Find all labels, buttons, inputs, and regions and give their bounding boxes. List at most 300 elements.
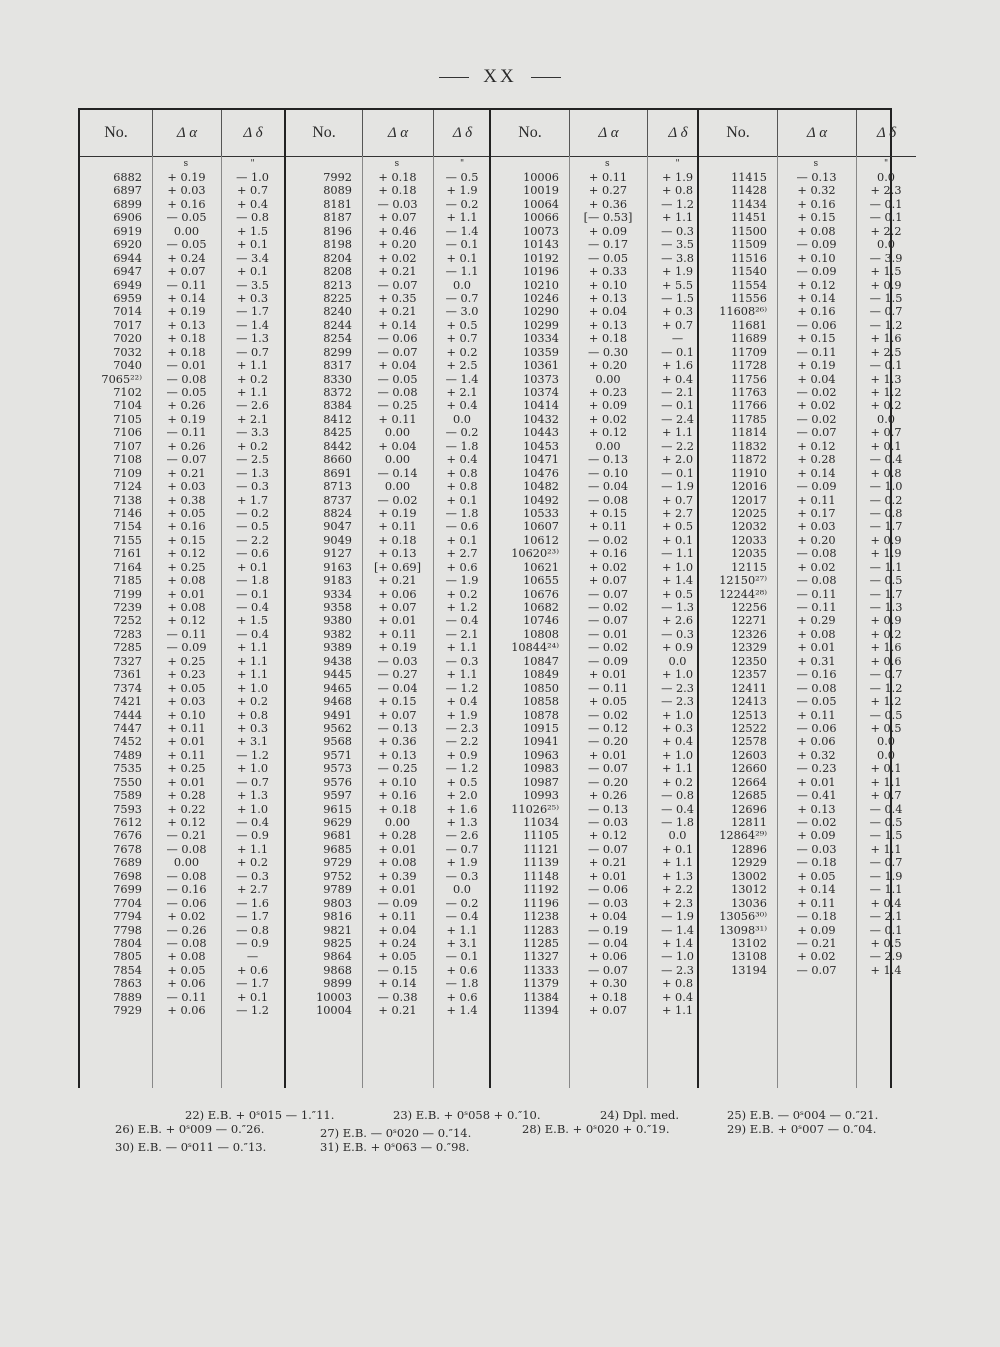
- table-row: [699, 507, 916, 520]
- delta-delta-value: — 0.1: [236, 587, 269, 601]
- unit-arcseconds: ": [250, 159, 255, 169]
- star-number: 12150²⁷⁾: [719, 574, 767, 588]
- star-number: 10621: [523, 560, 559, 574]
- delta-delta-value: — 1.9: [661, 480, 694, 494]
- star-number: 10143: [523, 238, 559, 252]
- delta-alpha-value: + 0.27: [588, 184, 628, 198]
- delta-alpha-value: — 0.03: [377, 654, 418, 668]
- delta-delta-value: + 0.1: [236, 990, 269, 1004]
- table-row: [699, 480, 916, 493]
- star-number: 10987: [523, 775, 559, 789]
- star-number: 10482: [523, 480, 559, 494]
- delta-alpha-value: + 0.28: [378, 829, 417, 843]
- delta-delta-value: — 0.7: [445, 842, 479, 856]
- delta-alpha-value: + 0.14: [797, 883, 836, 897]
- star-number: 12685: [731, 789, 767, 803]
- star-number: 11384: [523, 990, 559, 1004]
- star-number: 10878: [523, 708, 559, 722]
- delta-alpha-value: + 0.30: [588, 977, 628, 991]
- header-delta-delta: Δ δ: [221, 110, 284, 156]
- header-no: No.: [518, 124, 542, 141]
- star-number: 8713: [323, 480, 352, 494]
- star-number: 10004: [316, 1004, 352, 1018]
- delta-alpha-value: + 0.12: [167, 547, 206, 561]
- star-number: 10847: [523, 654, 559, 668]
- delta-alpha-value: + 0.26: [167, 439, 206, 453]
- delta-alpha-value: + 0.13: [588, 291, 628, 305]
- delta-delta-value: + 2.3: [661, 896, 694, 910]
- delta-alpha-value: — 0.07: [587, 587, 629, 601]
- delta-delta-value: — 0.7: [236, 345, 269, 359]
- table-row: [286, 924, 491, 937]
- delta-alpha-value: — 0.08: [796, 681, 837, 695]
- delta-alpha-value: — 0.20: [587, 735, 629, 749]
- delta-alpha-value: + 0.01: [167, 735, 206, 749]
- star-number: 10533: [523, 506, 559, 520]
- delta-delta-value: + 1.3: [236, 789, 269, 803]
- table-row: [286, 1004, 491, 1017]
- delta-delta-value: + 1.0: [661, 708, 694, 722]
- star-number: 8204: [323, 251, 352, 265]
- delta-delta-value: + 2.7: [236, 883, 269, 897]
- footnote-29: 29) E.B. + 0ˢ007 — 0.″04.: [727, 1122, 877, 1136]
- delta-alpha-value: + 0.02: [588, 412, 628, 426]
- delta-alpha-value: — 0.03: [377, 197, 418, 211]
- table-row: [286, 964, 491, 977]
- star-number: 10019: [523, 184, 559, 198]
- star-number: 10620²³⁾: [511, 547, 559, 561]
- star-number: 10453: [523, 439, 559, 453]
- delta-delta-value: + 0.7: [870, 789, 902, 803]
- header-delta-alpha: Δ α: [152, 110, 221, 156]
- star-number: 6899: [113, 197, 142, 211]
- star-number: 8737: [323, 493, 352, 507]
- star-number: 7612: [113, 816, 142, 829]
- table-row: [286, 991, 491, 1004]
- delta-delta-value: + 0.2: [236, 695, 269, 709]
- delta-delta-value: — 3.8: [661, 251, 694, 265]
- delta-alpha-value: + 0.11: [797, 493, 836, 507]
- table-row: [286, 547, 491, 560]
- delta-alpha-value: — 0.21: [166, 829, 207, 843]
- delta-delta-value: — 0.1: [869, 211, 903, 225]
- delta-delta-value: + 0.7: [236, 184, 269, 198]
- delta-alpha-value: + 0.16: [378, 789, 417, 803]
- table-row: [699, 897, 916, 910]
- table-row: [286, 399, 491, 412]
- star-number: 11196: [523, 896, 559, 910]
- delta-delta-value: + 0.9: [446, 748, 478, 762]
- star-number: 10359: [523, 345, 559, 359]
- star-number: 9380: [323, 614, 352, 628]
- star-number: 8240: [323, 305, 352, 319]
- star-number: 9752: [323, 869, 352, 883]
- star-number: 7108: [113, 453, 142, 467]
- table-row: [699, 373, 916, 386]
- star-number: 7327: [113, 654, 142, 668]
- star-number: 7863: [113, 977, 142, 991]
- delta-delta-value: — 1.4: [236, 318, 269, 332]
- table-row: [80, 924, 284, 937]
- star-number: 10471: [523, 453, 559, 467]
- delta-alpha-value: + 0.17: [797, 506, 836, 520]
- table-row: [80, 843, 284, 856]
- star-number: 9629: [323, 816, 352, 829]
- delta-delta-value: — 0.5: [869, 708, 903, 722]
- delta-delta-value: — 0.4: [236, 816, 269, 829]
- delta-alpha-value: 0.00: [384, 480, 411, 494]
- star-number: 11728: [731, 359, 767, 373]
- table-row: [699, 829, 916, 842]
- delta-delta-value: 0.0: [453, 883, 471, 897]
- star-number: 12017: [731, 493, 767, 507]
- table-row: [286, 184, 491, 197]
- delta-alpha-value: — 0.09: [796, 238, 837, 252]
- delta-delta-value: + 0.8: [446, 466, 478, 480]
- delta-alpha-value: + 0.01: [588, 869, 628, 883]
- table-row: [491, 749, 708, 762]
- delta-delta-value: + 0.4: [446, 399, 478, 413]
- star-number: 7698: [113, 869, 142, 883]
- star-number: 10334: [523, 332, 559, 346]
- delta-alpha-value: + 0.02: [588, 560, 628, 574]
- delta-alpha-value: — 0.06: [377, 332, 418, 346]
- delta-delta-value: — 0.4: [661, 802, 694, 816]
- table-row: [80, 937, 284, 950]
- table-row: [80, 238, 284, 251]
- table-row: [286, 534, 491, 547]
- star-number: 6920: [113, 238, 142, 252]
- delta-delta-value: — 1.1: [661, 547, 694, 561]
- delta-delta-value: + 2.5: [446, 359, 478, 373]
- table-row: [699, 413, 916, 426]
- table-row: [699, 709, 916, 722]
- delta-alpha-value: — 0.25: [377, 762, 418, 776]
- delta-alpha-value: + 0.14: [378, 318, 417, 332]
- star-number: 11394: [523, 1004, 559, 1018]
- star-number: 7794: [113, 910, 142, 924]
- delta-delta-value: + 0.7: [661, 493, 694, 507]
- delta-alpha-value: + 0.14: [167, 291, 206, 305]
- table-row: [80, 588, 284, 601]
- star-number: 12271: [731, 614, 767, 628]
- star-number: 8425: [323, 426, 352, 440]
- table-row: [286, 816, 491, 829]
- star-number: 12115: [731, 560, 767, 574]
- star-number: 9465: [323, 681, 352, 695]
- delta-delta-value: — 0.1: [869, 923, 903, 937]
- table-row: [80, 184, 284, 197]
- delta-alpha-value: + 0.01: [588, 668, 628, 682]
- table-row: [80, 346, 284, 359]
- star-number: 12256: [731, 601, 767, 614]
- delta-delta-value: + 0.4: [446, 695, 478, 709]
- table-row: [286, 655, 491, 668]
- table-row: [80, 655, 284, 668]
- delta-alpha-value: + 0.04: [588, 910, 628, 924]
- star-number: 13036: [731, 896, 767, 910]
- delta-delta-value: + 1.9: [870, 547, 902, 561]
- delta-delta-value: + 0.9: [870, 614, 902, 628]
- star-number: 7185: [113, 574, 142, 588]
- table-row: [491, 601, 708, 614]
- delta-delta-value: — 0.3: [236, 869, 269, 883]
- delta-delta-value: + 0.2: [446, 345, 478, 359]
- delta-alpha-value: — 0.08: [166, 372, 207, 386]
- table-row: [699, 534, 916, 547]
- delta-alpha-value: + 0.19: [167, 171, 206, 184]
- delta-alpha-value: — 0.06: [166, 896, 207, 910]
- delta-delta-value: — 3.0: [445, 305, 479, 319]
- delta-alpha-value: + 0.16: [797, 197, 836, 211]
- delta-alpha-value: — 0.09: [377, 896, 418, 910]
- table-row: [491, 561, 708, 574]
- star-number: 9864: [323, 950, 352, 964]
- delta-delta-value: + 0.5: [446, 318, 478, 332]
- delta-delta-value: + 1.6: [870, 641, 902, 655]
- star-number: 7285: [113, 641, 142, 655]
- footnote-26: 26) E.B. + 0ˢ009 — 0.″26.: [115, 1122, 265, 1136]
- delta-alpha-value: + 0.10: [588, 278, 628, 292]
- delta-alpha-value: + 0.09: [588, 224, 628, 238]
- star-number: 11192: [523, 883, 559, 897]
- table-row: [80, 211, 284, 224]
- table-row: [491, 507, 708, 520]
- table-row: [699, 614, 916, 627]
- delta-delta-value: — 3.9: [869, 251, 903, 265]
- star-number: 10299: [523, 318, 559, 332]
- delta-delta-value: — 2.6: [236, 399, 269, 413]
- delta-delta-value: — 2.9: [869, 950, 903, 964]
- unit-seconds: s: [605, 159, 610, 169]
- delta-delta-value: 0.0: [877, 238, 895, 252]
- delta-alpha-value: + 0.25: [167, 560, 206, 574]
- star-number: 9571: [323, 748, 352, 762]
- unit-seconds: s: [394, 159, 400, 169]
- delta-delta-value: + 2.0: [661, 453, 694, 467]
- star-number: 11283: [523, 923, 559, 937]
- delta-delta-value: — 0.1: [869, 197, 903, 211]
- delta-delta-value: — 1.2: [236, 1004, 269, 1018]
- delta-alpha-value: + 0.11: [797, 708, 836, 722]
- star-number: 7104: [113, 399, 142, 413]
- delta-delta-value: — 0.3: [445, 654, 479, 668]
- star-number: 11832: [731, 439, 767, 453]
- delta-delta-value: — 2.6: [445, 829, 479, 843]
- table-row: [699, 628, 916, 641]
- delta-alpha-value: + 0.12: [797, 439, 836, 453]
- star-number: 7252: [113, 614, 142, 628]
- star-number: 7678: [113, 842, 142, 856]
- delta-delta-value: + 1.0: [236, 762, 269, 776]
- delta-delta-value: + 1.1: [236, 842, 269, 856]
- table-row: [286, 346, 491, 359]
- table-row: [699, 252, 916, 265]
- delta-delta-value: — 1.5: [869, 829, 903, 843]
- table-row: [286, 722, 491, 735]
- header-no: No.: [312, 124, 336, 141]
- table-row: [491, 399, 708, 412]
- delta-delta-value: + 2.3: [870, 184, 902, 198]
- star-number: 12929: [731, 856, 767, 870]
- table-row: [286, 440, 491, 453]
- delta-delta-value: + 1.1: [236, 668, 269, 682]
- table-row: [491, 305, 708, 318]
- table-row: [699, 238, 916, 251]
- star-number: 11026²⁵⁾: [511, 802, 559, 816]
- delta-delta-value: — 1.2: [445, 681, 479, 695]
- delta-delta-value: + 1.1: [446, 641, 478, 655]
- delta-alpha-value: — 0.18: [796, 910, 837, 924]
- delta-alpha-value: [+ 0.69]: [373, 560, 422, 574]
- correction-table: [78, 108, 903, 1088]
- star-number: 6897: [113, 184, 142, 198]
- delta-alpha-value: — 0.02: [377, 493, 418, 507]
- delta-delta-value: — 1.5: [661, 291, 694, 305]
- star-number: 10066: [523, 211, 559, 225]
- delta-delta-value: + 1.1: [870, 775, 902, 789]
- table-row: [699, 588, 916, 601]
- delta-delta-value: — 1.7: [236, 910, 269, 924]
- delta-delta-value: 0.0: [668, 654, 687, 668]
- table-row: [699, 883, 916, 896]
- delta-delta-value: — 0.2: [236, 506, 269, 520]
- table-row: [80, 695, 284, 708]
- table-row: [286, 749, 491, 762]
- table-row: [491, 238, 708, 251]
- star-number: 7444: [113, 708, 142, 722]
- star-number: 7161: [113, 547, 142, 561]
- delta-delta-value: — 1.4: [445, 372, 479, 386]
- star-number: 11516: [731, 251, 767, 265]
- delta-alpha-value: + 0.01: [167, 587, 206, 601]
- table-row: [699, 749, 916, 762]
- delta-alpha-value: + 0.01: [797, 775, 836, 789]
- delta-alpha-value: — 0.02: [587, 708, 629, 722]
- delta-alpha-value: — 0.03: [587, 896, 629, 910]
- delta-delta-value: + 1.2: [870, 695, 902, 709]
- star-number: 7102: [113, 386, 142, 399]
- table-row: [699, 265, 916, 278]
- star-number: 7805: [113, 950, 142, 964]
- delta-alpha-value: + 0.01: [797, 641, 836, 655]
- delta-alpha-value: — 0.41: [796, 789, 837, 803]
- star-number: 11105: [523, 829, 559, 843]
- delta-delta-value: — 1.8: [236, 574, 269, 588]
- delta-delta-value: + 0.5: [661, 587, 694, 601]
- table-row: [699, 211, 916, 224]
- star-number: 6882: [113, 171, 142, 184]
- delta-delta-value: + 1.4: [661, 936, 694, 950]
- star-number: 8317: [323, 359, 352, 373]
- table-row: [699, 816, 916, 829]
- star-number: 10808: [523, 627, 559, 641]
- delta-delta-value: + 1.5: [236, 224, 269, 238]
- star-number: 10858: [523, 695, 559, 709]
- delta-alpha-value: — 0.11: [166, 426, 207, 440]
- delta-delta-value: + 1.1: [446, 923, 478, 937]
- delta-delta-value: + 1.0: [661, 560, 694, 574]
- header-delta-alpha: Δ α: [777, 110, 856, 156]
- delta-alpha-value: — 0.13: [587, 453, 629, 467]
- table-row: [286, 870, 491, 883]
- delta-alpha-value: — 0.03: [796, 842, 837, 856]
- delta-delta-value: — 1.3: [236, 466, 269, 480]
- table-row: [80, 332, 284, 345]
- star-number: 11556: [731, 291, 767, 305]
- delta-alpha-value: + 0.18: [588, 332, 628, 346]
- table-row: [286, 561, 491, 574]
- delta-alpha-value: — 0.38: [377, 990, 418, 1004]
- star-number: 9163: [323, 560, 352, 574]
- table-row: [699, 520, 916, 533]
- delta-alpha-value: + 0.06: [167, 1004, 206, 1018]
- delta-alpha-value: — 0.14: [377, 466, 418, 480]
- star-number: 7154: [113, 520, 142, 534]
- star-number: 7283: [113, 627, 142, 641]
- star-number: 7689: [113, 856, 142, 870]
- delta-delta-value: — 1.0: [869, 480, 903, 494]
- delta-delta-value: — 0.9: [236, 829, 269, 843]
- delta-alpha-value: — 0.09: [796, 265, 837, 279]
- delta-delta-value: + 2.1: [446, 386, 478, 399]
- delta-delta-value: + 1.3: [446, 816, 478, 829]
- delta-delta-value: — 0.5: [869, 574, 903, 588]
- delta-alpha-value: + 0.05: [167, 681, 206, 695]
- table-row: [491, 319, 708, 332]
- delta-alpha-value: + 0.16: [588, 547, 628, 561]
- delta-alpha-value: + 0.10: [797, 251, 836, 265]
- star-number: 9597: [323, 789, 352, 803]
- delta-delta-value: — 2.2: [445, 735, 479, 749]
- star-number: 7124: [113, 480, 142, 494]
- delta-delta-value: — 0.4: [445, 614, 479, 628]
- table-rows: [699, 171, 916, 977]
- delta-delta-value: + 0.4: [661, 372, 694, 386]
- table-row: [286, 413, 491, 426]
- delta-alpha-value: — 0.04: [587, 480, 629, 494]
- delta-delta-value: + 0.3: [661, 305, 694, 319]
- star-number: 12357: [731, 668, 767, 682]
- delta-alpha-value: + 0.20: [797, 533, 836, 547]
- star-number: 8824: [323, 506, 352, 520]
- table-header: [491, 110, 708, 157]
- delta-delta-value: + 0.5: [870, 936, 902, 950]
- table-row: [286, 843, 491, 856]
- star-number: 7106: [113, 426, 142, 440]
- delta-delta-value: — 0.8: [236, 211, 269, 225]
- table-row: [491, 440, 708, 453]
- table-row: [491, 695, 708, 708]
- delta-alpha-value: — 0.26: [166, 923, 207, 937]
- footnote-25: 25) E.B. — 0ˢ004 — 0.″21.: [727, 1108, 879, 1122]
- table-row: [80, 628, 284, 641]
- table-row: [491, 897, 708, 910]
- unit-arcseconds: ": [675, 159, 680, 169]
- table-row: [491, 910, 708, 923]
- star-number: 12696: [731, 802, 767, 816]
- delta-alpha-value: — 0.13: [377, 721, 418, 735]
- table-row: [80, 749, 284, 762]
- delta-delta-value: + 0.1: [661, 842, 694, 856]
- delta-delta-value: + 0.7: [870, 426, 902, 440]
- delta-alpha-value: + 0.21: [378, 265, 417, 279]
- table-row: [491, 856, 708, 869]
- table-row: [491, 937, 708, 950]
- delta-delta-value: — 0.4: [236, 627, 269, 641]
- table-row: [699, 964, 916, 977]
- star-number: 6919: [113, 224, 142, 238]
